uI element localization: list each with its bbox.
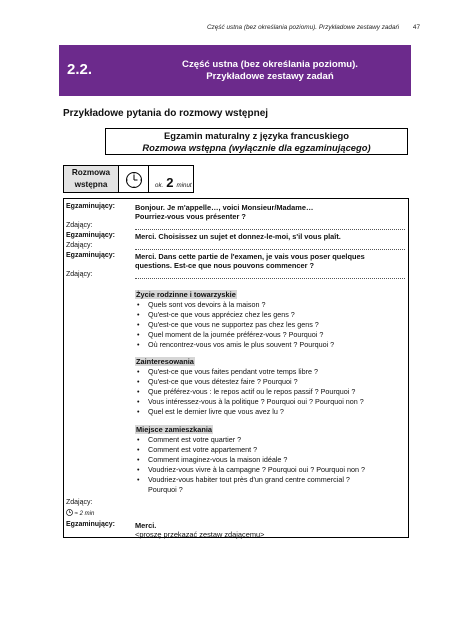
answer-dotted-line bbox=[135, 278, 405, 279]
answer-dotted-line bbox=[135, 229, 405, 230]
speaker-examiner: Egzaminujący: bbox=[66, 521, 116, 528]
speaker-examiner: Egzaminujący: bbox=[66, 252, 116, 259]
question-item: • Comment est votre appartement ? bbox=[137, 445, 258, 454]
duration-number: 2 bbox=[166, 175, 174, 190]
question-item: • Voudriez-vous habiter tout près d'un grand centre commercial ? bbox=[137, 475, 350, 484]
duration-label-line-2: wstępna bbox=[74, 180, 108, 189]
clock-icon bbox=[119, 165, 149, 193]
duration-prefix: ok. bbox=[155, 182, 164, 189]
section-banner bbox=[59, 45, 411, 96]
page-number: 47 bbox=[412, 24, 420, 31]
category-heading: Zainteresowania bbox=[136, 357, 194, 366]
closing-line-1: Merci. bbox=[135, 521, 157, 530]
running-header-text: Część ustna (bez określania poziomu). Przykładowe zestawy zadań bbox=[206, 24, 400, 31]
intro-line-1: Bonjour. Je m'appelle…, voici Monsieur/Madame… bbox=[135, 203, 314, 212]
instruction-line-1: Merci. Dans cette partie de l'examen, je vais vous poser quelques bbox=[135, 252, 365, 261]
duration-label bbox=[63, 165, 119, 193]
section-title bbox=[129, 59, 411, 82]
question-item: • Que préférez-vous : le repos actif ou le repos passif ? Pourquoi ? bbox=[137, 387, 356, 396]
exam-title-line-1: Egzamin maturalny z języka francuskiego bbox=[164, 130, 349, 141]
question-item: • Qu'est-ce que vous ne supportez pas chez les gens ? bbox=[137, 320, 319, 329]
question-item: • Voudriez-vous vivre à la campagne ? Pourquoi oui ? Pourquoi non ? bbox=[137, 465, 365, 474]
section-number: 2.2. bbox=[67, 61, 93, 78]
exam-title-box bbox=[105, 128, 408, 155]
question-item: • Comment imaginez-vous la maison idéale ? bbox=[137, 455, 288, 464]
question-item: • Qu'est-ce que vous appréciez chez les gens ? bbox=[137, 310, 295, 319]
duration-unit: minut bbox=[176, 182, 192, 189]
instruction-line-2: questions. Est-ce que nous pouvons commencer ? bbox=[135, 261, 315, 270]
running-header bbox=[0, 24, 420, 31]
speaker-examiner: Egzaminujący: bbox=[66, 203, 116, 210]
question-item: • Quel est le dernier livre que vous avez lu ? bbox=[137, 407, 284, 416]
question-item: • Quels sont vos devoirs à la maison ? bbox=[137, 300, 266, 309]
speaker-candidate: Zdający: bbox=[66, 271, 93, 278]
section-title-line-2: Przykładowe zestawy zadań bbox=[206, 70, 334, 82]
closing-line-2: <proszę przekazać zestaw zdającemu> bbox=[135, 530, 265, 539]
speaker-candidate: Zdający: bbox=[66, 242, 93, 249]
question-item: • Comment est votre quartier ? bbox=[137, 435, 242, 444]
dialog-box bbox=[63, 198, 409, 538]
question-item-continuation: Pourquoi ? bbox=[148, 485, 183, 494]
speaker-candidate: Zdający: bbox=[66, 499, 93, 506]
choose-topic-line: Merci. Choisissez un sujet et donnez-le-moi, s'il vous plaît. bbox=[135, 232, 341, 241]
question-item: • Où rencontrez-vous vos amis le plus souvent ? Pourquoi ? bbox=[137, 340, 335, 349]
subsection-title: Przykładowe pytania do rozmowy wstępnej bbox=[63, 108, 269, 119]
exam-title-line-2: Rozmowa wstępna (wyłącznie dla egzaminującego) bbox=[142, 142, 371, 153]
intro-line-2: Pourriez-vous vous présenter ? bbox=[135, 212, 246, 221]
speaker-examiner: Egzaminujący: bbox=[66, 232, 116, 239]
question-item: • Qu'est-ce que vous détestez faire ? Pourquoi ? bbox=[137, 377, 298, 386]
speaker-candidate: Zdający: bbox=[66, 222, 93, 229]
category-heading: Miejsce zamieszkania bbox=[136, 425, 213, 434]
duration-value bbox=[149, 165, 194, 193]
small-clock-icon bbox=[66, 511, 75, 517]
candidate-time bbox=[66, 509, 94, 517]
duration-label-line-1: Rozmowa bbox=[71, 168, 111, 177]
candidate-time-text: ≈ 2 min bbox=[74, 511, 95, 517]
question-item: • Qu'est-ce que vous faites pendant votre temps libre ? bbox=[137, 367, 318, 376]
section-title-line-1: Część ustna (bez określania poziomu). bbox=[182, 59, 358, 70]
category-heading: Życie rodzinne i towarzyskie bbox=[136, 290, 236, 299]
question-item: • Vous intéressez-vous à la politique ? Pourquoi oui ? Pourquoi non ? bbox=[137, 397, 364, 406]
question-item: • Quel moment de la journée préférez-vous ? Pourquoi ? bbox=[137, 330, 324, 339]
answer-dotted-line bbox=[135, 249, 405, 250]
